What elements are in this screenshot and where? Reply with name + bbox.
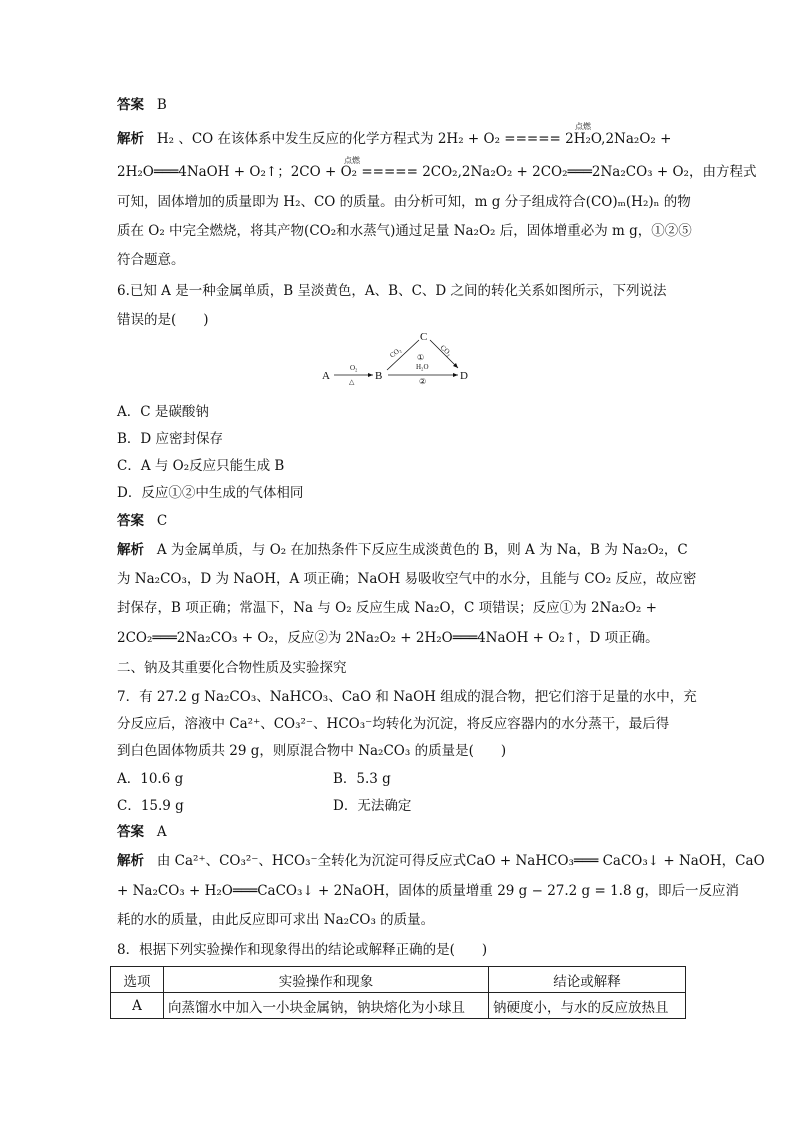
q8-table xyxy=(110,966,686,1019)
table-cell-option: A xyxy=(111,993,164,1019)
q7-option-c: C．15.9 g xyxy=(117,798,184,814)
q7-option-d: D．无法确定 xyxy=(333,798,412,814)
diagram-edge-bc-label: CO₂ xyxy=(388,345,403,360)
q6-option-d: D．反应①②中生成的气体相同 xyxy=(117,485,304,501)
q7-stem-line-3: 到白色固体物质共 29 g，则原混合物中 Na₂CO₃ 的质量是( ) xyxy=(117,743,507,759)
table-header-conclusion: 结论或解释 xyxy=(489,967,686,993)
q7-analysis-line-1: 解析 由 Ca²⁺、CO₃²⁻、HCO₃⁻全转化为沉淀可得反应式CaO + NaHCO₃═══ CaCO₃↓ + NaOH，CaO xyxy=(117,853,765,869)
diagram-ab-bottom: △ xyxy=(349,378,355,386)
diagram-node-a: A xyxy=(322,370,330,382)
table-cell-operation: 向蒸馏水中加入一小块金属钠，钠块熔化为小球且 xyxy=(164,993,489,1019)
diagram-mark-2: ② xyxy=(419,377,427,386)
diagram-ab-top: O₂ xyxy=(350,364,358,372)
diagram-arrowhead-bd xyxy=(453,373,458,377)
q6-analysis-line-4: 2CO₂═══2Na₂CO₃ + O₂，反应②为 2Na₂O₂ + 2H₂O═══4NaOH + O₂↑，D 项正确。 xyxy=(117,630,659,646)
table-header-option: 选项 xyxy=(111,967,164,993)
q5-analysis-line-3: 可知，固体增加的质量即为 H₂、CO 的质量。由分析可知，m g 分子组成符合(CO)ₘ(H₂)ₙ 的物 xyxy=(117,194,691,210)
q5-analysis-line-1: 解析 H₂ 、CO 在该体系中发生反应的化学方程式为 2H₂ + O₂ ===== 2H₂O,2Na₂O₂ + xyxy=(117,131,672,147)
q5-analysis-line-4: 质在 O₂ 中完全燃烧，将其产物(CO₂和水蒸气)通过足量 Na₂O₂ 后，固体增重必为 m g，①②⑤ xyxy=(117,223,692,239)
q6-analysis-line-3: 封保存，B 项正确；常温下，Na 与 O₂ 反应生成 Na₂O，C 项错误；反应①为 2Na₂O₂ + xyxy=(117,600,657,616)
q6-option-c: C．A 与 O₂反应只能生成 B xyxy=(117,458,285,474)
table-row xyxy=(111,993,686,1019)
conversion-diagram xyxy=(318,332,478,384)
q5-analysis-line-2: 2H₂O═══4NaOH + O₂↑；2CO + O₂ ===== 2CO₂,2Na₂O₂ + 2CO₂═══2Na₂CO₃ + O₂，由方程式 xyxy=(117,164,757,180)
q5-analysis-line-5: 符合题意。 xyxy=(117,252,185,268)
diagram-arrowhead-ab xyxy=(368,373,373,377)
q7-analysis-line-2: + Na₂CO₃ + H₂O═══CaCO₃↓ + 2NaOH，固体的质量增重 29 g − 27.2 g = 1.8 g，即后一反应消 xyxy=(117,883,739,899)
table-header-operation: 实验操作和现象 xyxy=(164,967,489,993)
q6-analysis-line-2: 为 Na₂CO₃，D 为 NaOH，A 项正确；NaOH 易吸收空气中的水分，且能与 CO₂ 反应，故应密 xyxy=(117,571,697,587)
q7-option-b: B．5.3 g xyxy=(333,771,391,787)
q5-answer: 答案 B xyxy=(117,97,167,113)
section-heading: 二、钠及其重要化合物性质及实验探究 xyxy=(117,660,347,676)
ignite-mark-2: 点燃 xyxy=(344,156,360,165)
q6-answer: 答案 C xyxy=(117,513,168,529)
table-cell-conclusion: 钠硬度小，与水的反应放热且 xyxy=(489,993,686,1019)
q7-options-row-2 xyxy=(117,797,687,815)
diagram-edge-cd-label: CO₂ xyxy=(438,343,454,358)
q7-options-row-1 xyxy=(117,770,687,788)
q6-stem-line-1: 6.已知 A 是一种金属单质，B 呈淡黄色，A、B、C、D 之间的转化关系如图所示，下列说法 xyxy=(117,283,667,299)
q6-stem-line-2: 错误的是( ) xyxy=(117,312,209,328)
diagram-mark-h2o: H₂O xyxy=(416,363,429,371)
q7-option-a: A．10.6 g xyxy=(117,771,184,787)
table-header-row xyxy=(111,967,686,993)
q7-stem-line-1: 7．有 27.2 g Na₂CO₃、NaHCO₃、CaO 和 NaOH 组成的混合物，把它们溶于足量的水中，充 xyxy=(117,689,697,705)
diagram-mark-1: ① xyxy=(417,353,425,362)
diagram-node-b: B xyxy=(375,370,383,382)
q6-option-a: A．C 是碳酸钠 xyxy=(117,404,209,420)
diagram-node-c: C xyxy=(420,331,428,343)
q7-analysis-line-3: 耗的水的质量，由此反应即可求出 Na₂CO₃ 的质量。 xyxy=(117,912,435,928)
q7-stem-line-2: 分反应后，溶液中 Ca²⁺、CO₃²⁻、HCO₃⁻均转化为沉淀，将反应容器内的水分蒸干，最后得 xyxy=(117,716,670,732)
q8-stem: 8．根据下列实验操作和现象得出的结论或解释正确的是( ) xyxy=(117,942,488,958)
diagram-node-d: D xyxy=(460,370,468,382)
q6-option-b: B．D 应密封保存 xyxy=(117,431,224,447)
ignite-mark-1: 点燃 xyxy=(575,122,591,131)
q7-answer: 答案 A xyxy=(117,824,167,840)
q6-analysis-line-1: 解析 A 为金属单质，与 O₂ 在加热条件下反应生成淡黄色的 B，则 A 为 Na，B 为 Na₂O₂，C xyxy=(117,542,688,558)
